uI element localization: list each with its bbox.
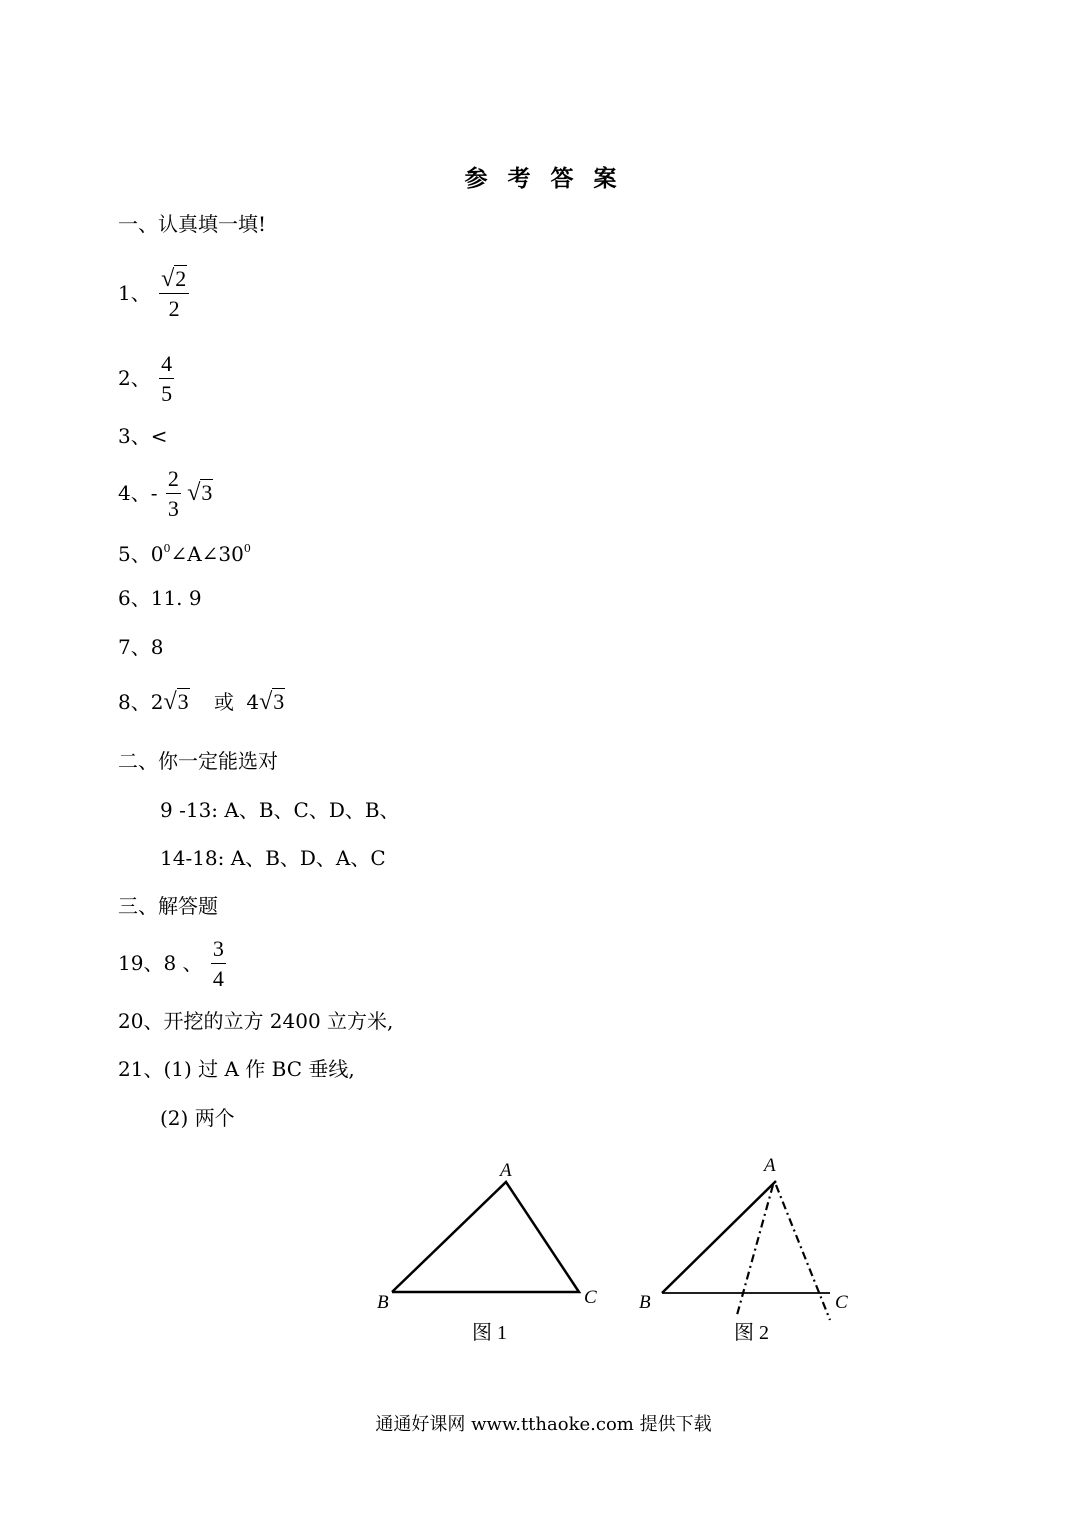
answer-19-fraction — [211, 935, 226, 994]
answer-4-radicand: 3 — [201, 480, 213, 505]
answer-19 — [118, 935, 226, 994]
answer-2-denominator: 5 — [161, 381, 173, 406]
answer-2 — [118, 350, 174, 409]
answer-5-label: 5、 — [118, 542, 151, 566]
answer-1-label: 1、 — [118, 281, 151, 305]
answer-8 — [118, 690, 285, 714]
answer-8-radicand-2: 3 — [273, 689, 285, 714]
answer-5 — [118, 537, 251, 566]
figure-2-point-c: C — [835, 1292, 848, 1313]
answer-8-sqrt-2: √3 — [259, 689, 285, 715]
answer-8-coef-2: 4 — [246, 690, 260, 714]
figure-2-side-ab — [662, 1181, 776, 1293]
page-title: 参 考 答 案 — [464, 165, 623, 192]
figure-2-point-b: B — [639, 1292, 651, 1313]
answer-4-label: 4、 — [118, 481, 151, 505]
answer-4-denominator: 3 — [167, 496, 179, 521]
answer-8-coef-1: 2 — [150, 690, 164, 714]
figure-2-point-a: A — [764, 1155, 776, 1176]
answer-20: 20、开挖的立方 2400 立方米, — [118, 1009, 394, 1033]
section-2-heading: 二、你一定能选对 — [118, 749, 278, 773]
answer-5-part-b: ∠A∠30 — [170, 542, 244, 566]
answer-1-denominator: 2 — [168, 296, 180, 321]
answer-1 — [118, 265, 189, 324]
answer-5-degree-a: 0 — [163, 542, 171, 555]
figure-1-caption: 图 1 — [472, 1322, 507, 1344]
answer-8-radicand-1: 3 — [177, 689, 189, 714]
figure-2-caption: 图 2 — [734, 1322, 769, 1344]
answer-1-radicand: 2 — [175, 266, 187, 291]
figure-1-point-b: B — [377, 1292, 389, 1313]
answer-3: 3、< — [118, 424, 168, 448]
answer-6: 6、11. 9 — [118, 586, 202, 610]
answer-1-fraction: $\frac{√2}{2}$ — [159, 265, 189, 324]
answer-4-fraction — [166, 465, 181, 524]
answer-4 — [118, 465, 213, 524]
answer-4-sign: - — [150, 481, 158, 505]
answer-19-denominator: 4 — [212, 966, 224, 991]
figure-1-point-c: C — [584, 1287, 597, 1308]
answer-19-label: 19、8 、 — [118, 951, 203, 975]
section-1-heading: 一、认真填一填! — [118, 212, 267, 236]
answer-2-numerator: 4 — [159, 350, 174, 379]
answer-21-part-2: (2) 两个 — [160, 1106, 235, 1130]
footer-text: 通通好课网 www.tthaoke.com 提供下载 — [375, 1414, 712, 1435]
section-3-heading: 三、解答题 — [118, 894, 218, 918]
answer-5-part-a: 0 — [150, 542, 164, 566]
figure-1-triangle-edges — [392, 1182, 579, 1292]
answer-8-or: 或 — [214, 690, 234, 714]
figure-2-dashed-line-1 — [737, 1185, 773, 1315]
answer-8-sqrt-1: √3 — [163, 689, 189, 715]
answer-21-part-1: 21、(1) 过 A 作 BC 垂线, — [118, 1057, 355, 1081]
answer-2-label: 2、 — [118, 366, 151, 390]
figure-1-point-a: A — [500, 1160, 512, 1181]
answers-9-13: 9 -13: A、B、C、D、B、 — [160, 798, 400, 822]
answer-8-label: 8、 — [118, 690, 151, 714]
answer-19-numerator: 3 — [211, 935, 226, 964]
answers-14-18: 14-18: A、B、D、A、C — [160, 846, 386, 870]
figure-2-dashed-line-2 — [776, 1185, 830, 1320]
answer-2-fraction — [159, 350, 174, 409]
answer-4-numerator: 2 — [166, 465, 181, 494]
answer-4-sqrt: √3 — [187, 480, 213, 506]
answer-5-degree-b: 0 — [243, 542, 251, 555]
answer-7: 7、8 — [118, 635, 164, 659]
